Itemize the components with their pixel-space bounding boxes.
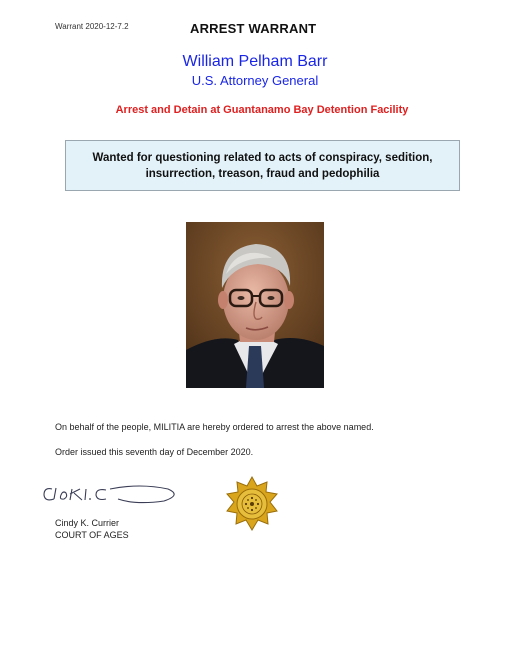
signer-organization: COURT OF AGES [55, 530, 129, 540]
warrant-number: Warrant 2020-12-7.2 [55, 22, 129, 31]
detention-order: Arrest and Detain at Guantanamo Bay Detention Facility [115, 104, 409, 116]
portrait-image [186, 222, 324, 388]
subject-photo [186, 222, 324, 388]
subject-role: U.S. Attorney General [191, 73, 319, 88]
order-paragraph: On behalf of the people, MILITIA are hereby ordered to arrest the above named. [55, 422, 374, 432]
wanted-notice-text: Wanted for questioning related to acts of conspiracy, sedition, insurrection, treason, fraud and pedophilia [92, 151, 433, 180]
issue-date-paragraph: Order issued this seventh day of December 2020. [55, 447, 254, 457]
signer-name: Cindy K. Currier [55, 518, 120, 528]
subject-name: William Pelham Barr [182, 53, 328, 70]
court-seal-icon [224, 476, 280, 532]
handwritten-signature [40, 475, 185, 507]
wanted-notice [65, 140, 460, 191]
document-title: ARREST WARRANT [190, 21, 317, 36]
